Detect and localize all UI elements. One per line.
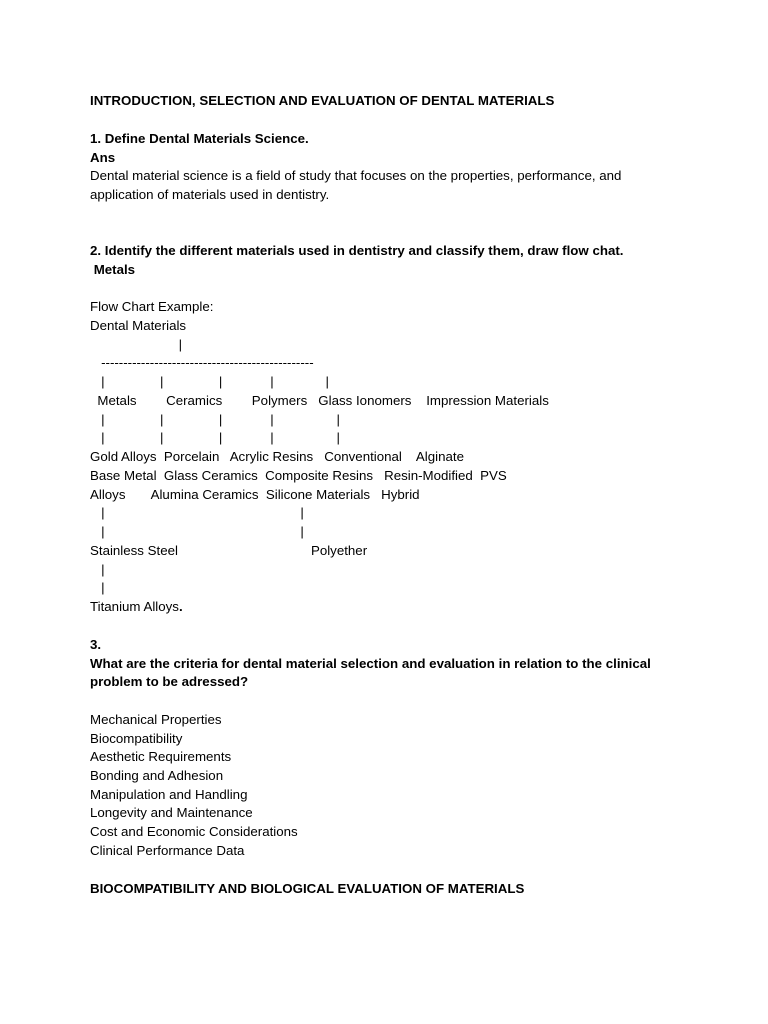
criteria-item: Bonding and Adhesion bbox=[90, 768, 224, 783]
section-heading-introduction: INTRODUCTION, SELECTION AND EVALUATION OF DENTAL MATERIALS bbox=[90, 93, 555, 108]
flowchart-line: Gold Alloys Porcelain Acrylic Resins Conventional Alginate bbox=[90, 449, 464, 464]
flowchart-line: | | bbox=[90, 524, 304, 539]
flowchart-last-line-text: Titanium Alloys bbox=[90, 599, 179, 614]
question-3-line-2: problem to be adressed? bbox=[90, 674, 249, 689]
flowchart-line: ------------------------------------------------ bbox=[90, 355, 314, 370]
section-heading-biocompatibility: BIOCOMPATIBILITY AND BIOLOGICAL EVALUATION OF MATERIALS bbox=[90, 881, 525, 896]
flowchart-line: Dental Materials bbox=[90, 318, 187, 333]
criteria-item: Cost and Economic Considerations bbox=[90, 824, 298, 839]
answer-1-line-1: Dental material science is a field of study that focuses on the properties, performance, and bbox=[90, 168, 622, 183]
flowchart-line: | bbox=[90, 562, 105, 577]
flowchart-line: | | | | | bbox=[90, 430, 341, 445]
question-3-line-1: What are the criteria for dental material selection and evaluation in relation to the clinical bbox=[90, 656, 651, 671]
flowchart-line: Base Metal Glass Ceramics Composite Resins Resin-Modified PVS bbox=[90, 468, 507, 483]
answer-1-line-2: application of materials used in dentistry. bbox=[90, 187, 330, 202]
flowchart-line: | bbox=[90, 580, 105, 595]
flowchart-line: Metals Ceramics Polymers Glass Ionomers Impression Materials bbox=[90, 393, 549, 408]
criteria-item: Longevity and Maintenance bbox=[90, 805, 253, 820]
flowchart-line: | | | | | bbox=[90, 412, 341, 427]
flowchart-line: | | bbox=[90, 505, 304, 520]
flowchart-last-line-period: . bbox=[178, 599, 183, 614]
question-2: 2. Identify the different materials used in dentistry and classify them, draw flow chat. bbox=[90, 243, 624, 258]
criteria-item: Biocompatibility bbox=[90, 731, 183, 746]
flowchart-line: | | | | | bbox=[90, 374, 329, 389]
flowchart-line: | bbox=[90, 337, 183, 352]
criteria-item: Mechanical Properties bbox=[90, 712, 222, 727]
question-3-number: 3. bbox=[90, 637, 102, 652]
flowchart-title: Flow Chart Example: bbox=[90, 299, 214, 314]
criteria-item: Aesthetic Requirements bbox=[90, 749, 232, 764]
question-2-subheading: Metals bbox=[90, 262, 136, 277]
question-1: 1. Define Dental Materials Science. bbox=[90, 131, 309, 146]
answer-label: Ans bbox=[90, 150, 116, 165]
flowchart-line: Stainless Steel Polyether bbox=[90, 543, 368, 558]
criteria-item: Clinical Performance Data bbox=[90, 843, 245, 858]
flowchart-last-line bbox=[90, 598, 183, 616]
criteria-item: Manipulation and Handling bbox=[90, 787, 248, 802]
flowchart-line: Alloys Alumina Ceramics Silicone Materials Hybrid bbox=[90, 487, 420, 502]
